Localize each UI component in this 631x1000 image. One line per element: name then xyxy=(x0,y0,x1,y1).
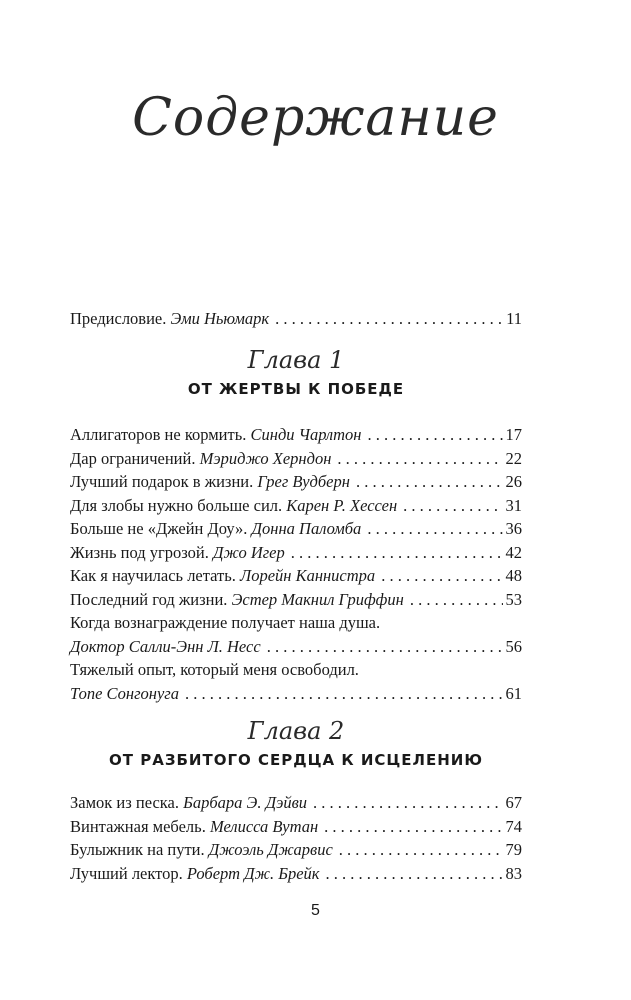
entry-page: 67 xyxy=(505,793,522,812)
entry-title: Аллигаторов не кормить. xyxy=(70,425,247,444)
entry-author: Карен Р. Хессен xyxy=(286,495,398,515)
dot-leader xyxy=(339,838,503,862)
entry-title: Жизнь под угрозой. xyxy=(70,542,209,562)
dot-leader xyxy=(403,494,502,518)
toc-entry[interactable] xyxy=(70,307,522,331)
chapter-name: ОТ РАЗБИТОГО СЕРДЦА К ИСЦЕЛЕНИЮ xyxy=(109,751,483,769)
entry-page: 36 xyxy=(505,519,522,538)
toc-entry[interactable] xyxy=(70,541,522,565)
entry-page: 61 xyxy=(505,683,522,703)
entry-page: 17 xyxy=(505,425,522,444)
entry-author: Эми Ньюмарк xyxy=(170,309,270,328)
entry-page: 53 xyxy=(505,589,522,609)
page-number: 5 xyxy=(311,902,320,919)
entry-title: Дар ограничений. xyxy=(70,448,196,468)
entry-author: Джоэль Джарвис xyxy=(208,840,333,859)
entry-page: 48 xyxy=(505,566,522,585)
toc-entry[interactable] xyxy=(70,588,522,612)
entry-title: Лучший лектор. xyxy=(70,863,183,883)
entry-title: Предисловие. xyxy=(70,309,167,328)
dot-leader xyxy=(267,635,503,659)
dot-leader xyxy=(356,470,503,494)
entry-title: Для злобы нужно больше сил. xyxy=(70,495,283,515)
entry-author: Топе Сонгонуга xyxy=(70,683,179,703)
dot-leader xyxy=(324,815,502,839)
toc-entry[interactable] xyxy=(70,862,522,886)
toc-entry[interactable] xyxy=(70,564,522,588)
entry-title: Больше не «Джейн Доу». xyxy=(70,519,248,538)
entry-page: 22 xyxy=(505,448,522,468)
entry-page: 31 xyxy=(505,495,522,515)
entry-title: Замок из песка. xyxy=(70,793,179,812)
chapter-1-entries xyxy=(70,423,522,705)
toc-preface xyxy=(70,307,522,331)
entry-page: 11 xyxy=(506,309,522,328)
entry-author: Лорейн Каннистра xyxy=(240,566,376,585)
entry-page: 79 xyxy=(505,840,522,859)
toc-entry[interactable] xyxy=(70,815,522,839)
entry-title: Лучший подарок в жизни. xyxy=(70,472,254,491)
chapter-2 xyxy=(70,717,522,769)
entry-page: 56 xyxy=(505,636,522,656)
chapter-1 xyxy=(70,346,522,398)
dot-leader xyxy=(381,564,502,588)
dot-leader xyxy=(313,791,502,815)
dot-leader xyxy=(185,682,503,706)
page-title: Содержание xyxy=(132,88,499,148)
entry-author: Донна Паломба xyxy=(251,519,362,538)
entry-title: Булыжник на пути. xyxy=(70,840,205,859)
chapter-label: Глава 1 xyxy=(247,346,345,374)
entry-page: 26 xyxy=(505,472,522,491)
chapter-2-entries xyxy=(70,791,522,885)
dot-leader xyxy=(367,423,502,447)
toc-entry[interactable] xyxy=(70,791,522,815)
toc-entry[interactable] xyxy=(70,494,522,518)
toc-entry[interactable] xyxy=(70,423,522,447)
entry-page: 42 xyxy=(505,542,522,562)
entry-author: Эстер Макнил Гриффин xyxy=(231,589,404,609)
dot-leader xyxy=(291,541,503,565)
toc-entry[interactable] xyxy=(70,838,522,862)
dot-leader xyxy=(275,307,503,331)
entry-author: Доктор Салли-Энн Л. Несс xyxy=(70,636,261,656)
toc-entry[interactable] xyxy=(70,447,522,471)
entry-author: Мэриджо Херндон xyxy=(199,448,332,468)
toc-entry[interactable] xyxy=(70,658,522,705)
entry-page: 74 xyxy=(505,816,522,836)
entry-author: Барбара Э. Дэйви xyxy=(183,793,308,812)
entry-page: 83 xyxy=(505,863,522,883)
toc-entry[interactable] xyxy=(70,517,522,541)
toc-entry[interactable] xyxy=(70,470,522,494)
entry-title: Винтажная мебель. xyxy=(70,816,206,836)
entry-author: Мелисса Вутан xyxy=(209,816,319,836)
entry-author: Синди Чарлтон xyxy=(250,425,362,444)
entry-title: Как я научилась летать. xyxy=(70,566,236,585)
chapter-label: Глава 2 xyxy=(247,717,345,745)
entry-title: Последний год жизни. xyxy=(70,589,228,609)
chapter-name: ОТ ЖЕРТВЫ К ПОБЕДЕ xyxy=(187,380,405,398)
dot-leader xyxy=(337,447,502,471)
dot-leader xyxy=(326,862,503,886)
entry-author: Джо Игер xyxy=(213,542,285,562)
toc-entry[interactable] xyxy=(70,611,522,658)
entry-title: Тяжелый опыт, который меня освободил. xyxy=(70,660,359,679)
dot-leader xyxy=(410,588,503,612)
dot-leader xyxy=(367,517,502,541)
entry-author: Роберт Дж. Брейк xyxy=(186,863,320,883)
entry-title: Когда вознаграждение получает наша душа. xyxy=(70,613,381,632)
entry-author: Грег Вудберн xyxy=(257,472,350,491)
